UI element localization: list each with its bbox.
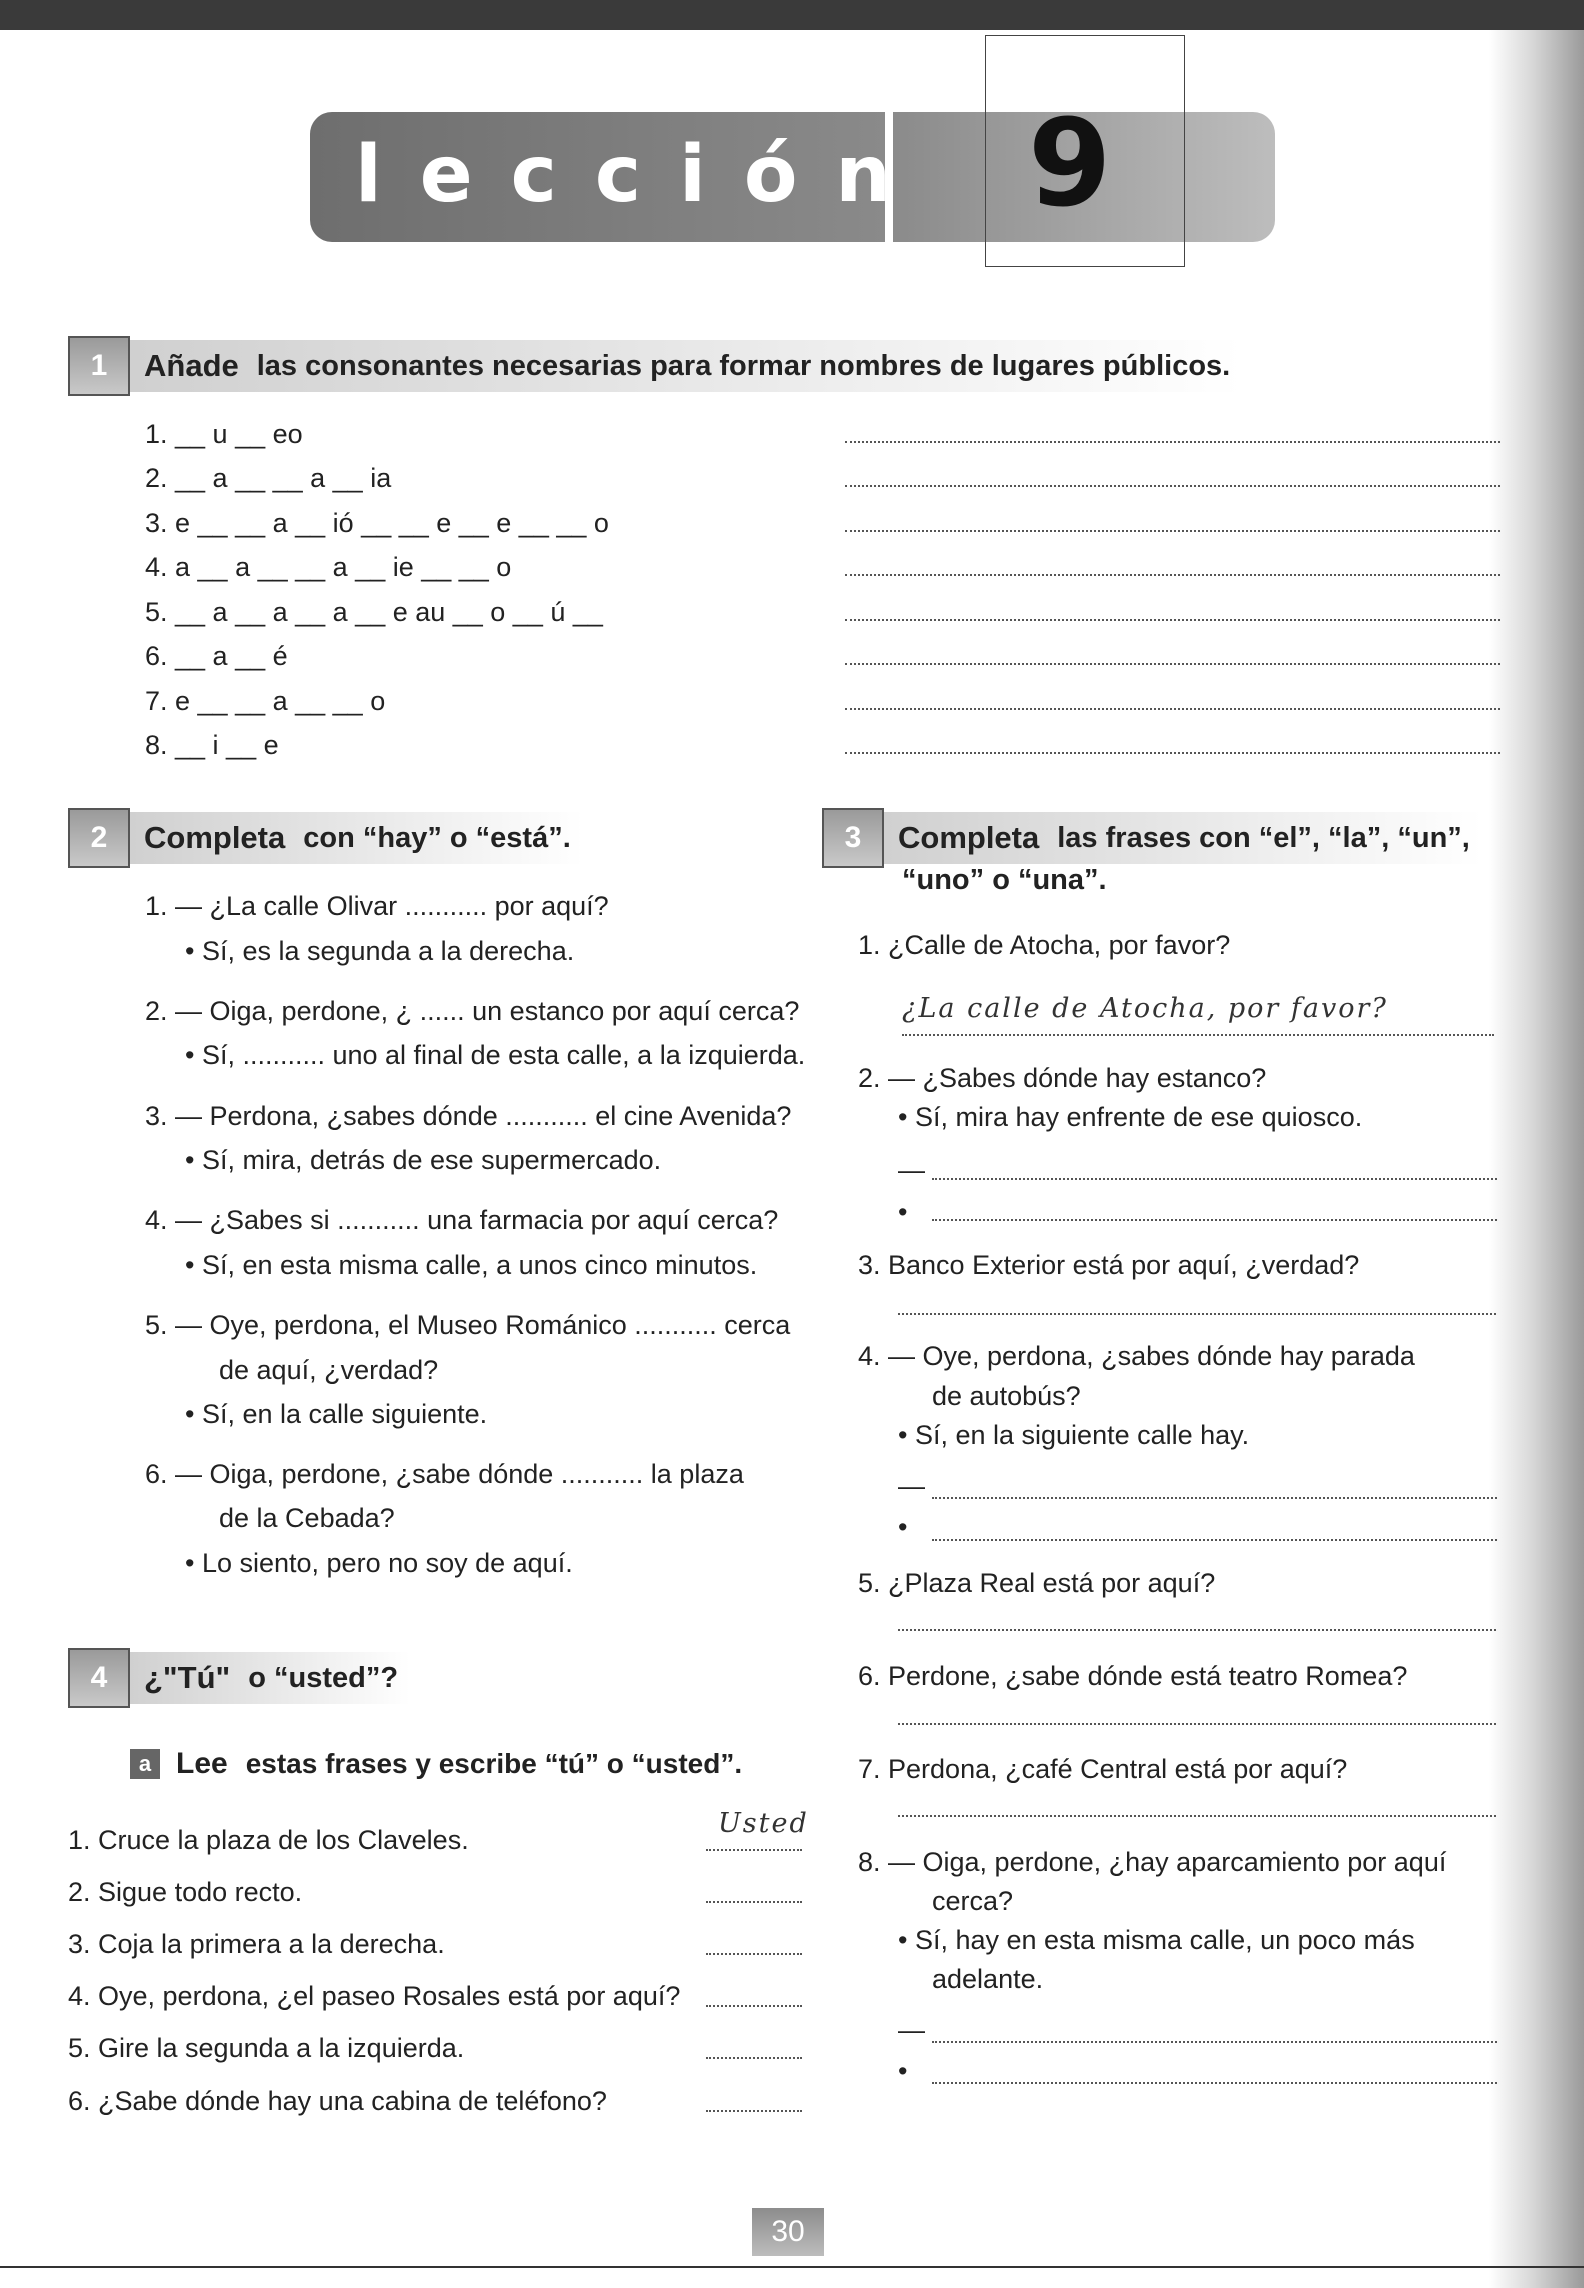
answer-line[interactable] bbox=[845, 485, 1500, 487]
ex1-item: 3. e __ __ a __ ió __ __ e __ e __ __ o bbox=[145, 508, 609, 538]
ex2-line: • Lo siento, pero no soy de aquí. bbox=[185, 1548, 573, 1578]
ex4-item: 4. Oye, perdona, ¿el paseo Rosales está por aquí? bbox=[68, 1981, 681, 2011]
ex3-line: 3. Banco Exterior está por aquí, ¿verdad? bbox=[858, 1250, 1360, 1280]
ex4-item: 6. ¿Sabe dónde hay una cabina de teléfono? bbox=[68, 2086, 607, 2116]
answer-line[interactable] bbox=[932, 1178, 1497, 1180]
answer-line[interactable] bbox=[706, 2005, 802, 2007]
ex1-item: 4. a __ a __ __ a __ ie __ __ o bbox=[145, 552, 512, 582]
answer-line[interactable] bbox=[932, 1539, 1497, 1541]
ex2-line: de aquí, ¿verdad? bbox=[219, 1355, 439, 1385]
exercise-instruction-continued: “uno” o “una”. bbox=[902, 864, 1107, 896]
answer-line[interactable] bbox=[932, 2041, 1497, 2043]
answer-line[interactable] bbox=[898, 1723, 1496, 1725]
ex2-line: 5. — Oye, perdona, el Museo Románico ........... cerca bbox=[145, 1310, 791, 1340]
exercise-instruction: las consonantes necesarias para formar nombres de lugares públicos. bbox=[256, 349, 1231, 382]
exercise-number: 2 bbox=[68, 808, 130, 868]
ex2-line: 3. — Perdona, ¿sabes dónde ........... el cine Avenida? bbox=[145, 1101, 792, 1131]
ex2-line: • Sí, mira, detrás de ese supermercado. bbox=[185, 1145, 662, 1175]
ex2-line: 4. — ¿Sabes si ........... una farmacia por aquí cerca? bbox=[145, 1205, 779, 1235]
ex3-line: 6. Perdone, ¿sabe dónde está teatro Romea? bbox=[858, 1661, 1408, 1691]
answer-line[interactable] bbox=[845, 441, 1500, 443]
ex1-item: 5. __ a __ a __ a __ e au __ o __ ú __ bbox=[145, 597, 603, 627]
exercise-verb: Completa bbox=[144, 820, 286, 855]
handwritten-answer: ¿La calle de Atocha, por favor? bbox=[902, 993, 1388, 1024]
answer-line[interactable] bbox=[845, 752, 1500, 754]
sub-exercise-letter: a bbox=[130, 1749, 160, 1779]
sub-exercise-verb: Lee bbox=[176, 1747, 228, 1780]
ex3-line: adelante. bbox=[932, 1964, 1044, 1994]
answer-line[interactable] bbox=[845, 663, 1500, 665]
answer-line[interactable] bbox=[932, 1497, 1497, 1499]
ex3-line: 4. — Oye, perdona, ¿sabes dónde hay parada bbox=[858, 1341, 1415, 1371]
answer-line[interactable] bbox=[898, 1313, 1496, 1315]
ex1-item: 1. __ u __ eo bbox=[145, 419, 303, 449]
ex3-line: cerca? bbox=[932, 1886, 1014, 1916]
ex3-line: • Sí, en la siguiente calle hay. bbox=[898, 1420, 1250, 1450]
exercise-instruction: con “hay” o “está”. bbox=[303, 821, 571, 854]
ex2-line: • Sí, ........... uno al final de esta calle, a la izquierda. bbox=[185, 1040, 806, 1070]
ex3-line: 5. ¿Plaza Real está por aquí? bbox=[858, 1568, 1216, 1598]
answer-line[interactable] bbox=[932, 1219, 1497, 1221]
top-scan-border bbox=[0, 0, 1584, 30]
answer-line[interactable] bbox=[706, 1901, 802, 1903]
answer-line[interactable] bbox=[706, 2110, 802, 2112]
ex3-line: • bbox=[898, 2056, 908, 2086]
exercise-verb: Completa bbox=[898, 820, 1040, 855]
exercise-1-header bbox=[68, 336, 1242, 396]
answer-line[interactable] bbox=[898, 1629, 1496, 1631]
page-edge-shadow bbox=[1489, 30, 1584, 2288]
exercise-3-header bbox=[822, 808, 1482, 868]
ex4-item: 5. Gire la segunda a la izquierda. bbox=[68, 2033, 465, 2063]
answer-line[interactable] bbox=[845, 619, 1500, 621]
answer-line[interactable] bbox=[706, 1953, 802, 1955]
ex4-item: 1. Cruce la plaza de los Claveles. bbox=[68, 1825, 469, 1855]
ex3-line: • Sí, hay en esta misma calle, un poco más bbox=[898, 1925, 1415, 1955]
ex2-line: • Sí, en esta misma calle, a unos cinco minutos. bbox=[185, 1250, 758, 1280]
answer-line[interactable] bbox=[932, 2082, 1497, 2084]
exercise-number: 3 bbox=[822, 808, 884, 868]
ex1-item: 2. __ a __ __ a __ ia bbox=[145, 463, 392, 493]
answer-line[interactable] bbox=[845, 530, 1500, 532]
ex4-item: 3. Coja la primera a la derecha. bbox=[68, 1929, 445, 1959]
lesson-title: lección bbox=[355, 130, 929, 220]
exercise-title-continued: o “usted”? bbox=[248, 1661, 399, 1694]
ex3-line: — bbox=[898, 1471, 925, 1501]
answer-line[interactable] bbox=[845, 574, 1500, 576]
answer-line[interactable] bbox=[845, 708, 1500, 710]
handwritten-answer: Usted bbox=[718, 1808, 809, 1839]
answer-line[interactable] bbox=[898, 1815, 1496, 1817]
lesson-number: 9 bbox=[1028, 95, 1112, 234]
exercise-instruction: las frases con “el”, “la”, “un”, bbox=[1057, 821, 1470, 854]
exercise-4a-header bbox=[130, 1747, 742, 1781]
ex3-line: • bbox=[898, 1512, 908, 1542]
ex2-line: de la Cebada? bbox=[219, 1503, 395, 1533]
ex4-item: 2. Sigue todo recto. bbox=[68, 1877, 303, 1907]
ex3-line: 7. Perdona, ¿café Central está por aquí? bbox=[858, 1754, 1348, 1784]
ex2-line: 1. — ¿La calle Olivar ........... por aquí? bbox=[145, 891, 609, 921]
ex2-line: • Sí, en la calle siguiente. bbox=[185, 1399, 488, 1429]
ex3-line: 8. — Oiga, perdone, ¿hay aparcamiento por aquí bbox=[858, 1847, 1447, 1877]
exercise-2-header bbox=[68, 808, 583, 868]
exercise-4-header bbox=[68, 1648, 410, 1708]
page-number: 30 bbox=[752, 2208, 824, 2256]
ex2-line: • Sí, es la segunda a la derecha. bbox=[185, 936, 575, 966]
ex2-line: 6. — Oiga, perdone, ¿sabe dónde ........... la plaza bbox=[145, 1459, 744, 1489]
ex3-line: • Sí, mira hay enfrente de ese quiosco. bbox=[898, 1102, 1363, 1132]
ex2-line: 2. — Oiga, perdone, ¿ ...... un estanco por aquí cerca? bbox=[145, 996, 800, 1026]
answer-line[interactable] bbox=[706, 2057, 802, 2059]
ex3-line: — bbox=[898, 2015, 925, 2045]
exercise-verb: Añade bbox=[144, 348, 239, 383]
exercise-number: 4 bbox=[68, 1648, 130, 1708]
ex1-item: 8. __ i __ e bbox=[145, 730, 279, 760]
answer-line[interactable] bbox=[902, 1034, 1494, 1036]
ex3-line: 1. ¿Calle de Atocha, por favor? bbox=[858, 930, 1231, 960]
ex1-item: 7. e __ __ a __ __ o bbox=[145, 686, 386, 716]
answer-line[interactable] bbox=[706, 1849, 802, 1851]
ex3-line: 2. — ¿Sabes dónde hay estanco? bbox=[858, 1063, 1267, 1093]
ex3-line: de autobús? bbox=[932, 1381, 1081, 1411]
ex3-line: — bbox=[898, 1155, 925, 1185]
exercise-title: ¿"Tú" bbox=[144, 1660, 231, 1695]
sub-exercise-instruction: estas frases y escribe “tú” o “usted”. bbox=[245, 1748, 743, 1779]
bottom-scan-border bbox=[0, 2266, 1584, 2268]
ex1-item: 6. __ a __ é bbox=[145, 641, 288, 671]
ex3-line: • bbox=[898, 1197, 908, 1227]
exercise-number: 1 bbox=[68, 336, 130, 396]
